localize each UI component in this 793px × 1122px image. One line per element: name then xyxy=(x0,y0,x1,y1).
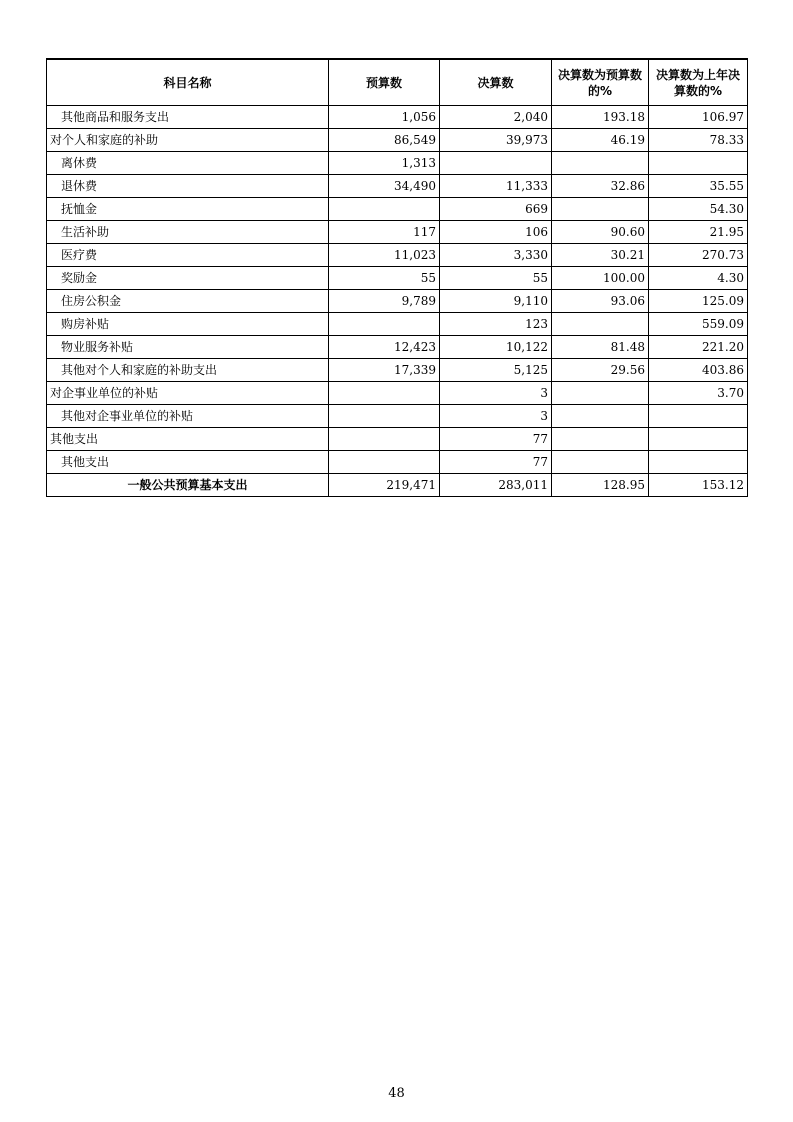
row-final: 2,040 xyxy=(440,106,552,129)
page-number: 48 xyxy=(388,1086,405,1101)
row-name: 离休费 xyxy=(47,152,329,175)
header-subject-name: 科目名称 xyxy=(47,59,329,106)
header-ratio-prev: 决算数为上年决算数的% xyxy=(649,59,748,106)
row-budget xyxy=(329,382,440,405)
row-final: 55 xyxy=(440,267,552,290)
row-name: 其他支出 xyxy=(47,451,329,474)
row-ratio-budget xyxy=(552,152,649,175)
row-ratio-budget xyxy=(552,198,649,221)
row-ratio-budget xyxy=(552,313,649,336)
row-final: 5,125 xyxy=(440,359,552,382)
row-ratio-prev xyxy=(649,405,748,428)
row-budget xyxy=(329,451,440,474)
row-name: 生活补助 xyxy=(47,221,329,244)
row-name: 其他支出 xyxy=(47,428,329,451)
table-row xyxy=(47,313,748,336)
header-budget: 预算数 xyxy=(329,59,440,106)
row-ratio-prev: 35.55 xyxy=(649,175,748,198)
row-name: 对企事业单位的补贴 xyxy=(47,382,329,405)
expenditure-table-container xyxy=(46,58,747,497)
row-ratio-budget xyxy=(552,382,649,405)
row-final: 669 xyxy=(440,198,552,221)
row-name: 物业服务补贴 xyxy=(47,336,329,359)
row-budget: 1,056 xyxy=(329,106,440,129)
total-ratio-budget: 128.95 xyxy=(552,474,649,497)
row-name: 退休费 xyxy=(47,175,329,198)
expenditure-table xyxy=(46,58,748,497)
row-name: 购房补贴 xyxy=(47,313,329,336)
table-row xyxy=(47,359,748,382)
row-name: 奖励金 xyxy=(47,267,329,290)
table-row xyxy=(47,451,748,474)
row-budget: 11,023 xyxy=(329,244,440,267)
row-name: 医疗费 xyxy=(47,244,329,267)
row-ratio-prev: 270.73 xyxy=(649,244,748,267)
table-row-total xyxy=(47,474,748,497)
row-ratio-prev: 403.86 xyxy=(649,359,748,382)
row-budget xyxy=(329,313,440,336)
row-ratio-prev: 21.95 xyxy=(649,221,748,244)
row-final: 106 xyxy=(440,221,552,244)
row-ratio-budget xyxy=(552,428,649,451)
row-name: 其他对个人和家庭的补助支出 xyxy=(47,359,329,382)
table-row xyxy=(47,198,748,221)
total-name: 一般公共预算基本支出 xyxy=(47,474,329,497)
row-ratio-prev xyxy=(649,428,748,451)
row-ratio-budget: 81.48 xyxy=(552,336,649,359)
row-name: 其他商品和服务支出 xyxy=(47,106,329,129)
header-final: 决算数 xyxy=(440,59,552,106)
total-ratio-prev: 153.12 xyxy=(649,474,748,497)
row-final: 10,122 xyxy=(440,336,552,359)
table-row xyxy=(47,405,748,428)
row-budget: 55 xyxy=(329,267,440,290)
row-ratio-budget: 30.21 xyxy=(552,244,649,267)
row-name: 对个人和家庭的补助 xyxy=(47,129,329,152)
row-final: 123 xyxy=(440,313,552,336)
table-row xyxy=(47,244,748,267)
table-row xyxy=(47,152,748,175)
row-ratio-prev xyxy=(649,152,748,175)
row-ratio-budget: 29.56 xyxy=(552,359,649,382)
table-row xyxy=(47,428,748,451)
row-final: 3,330 xyxy=(440,244,552,267)
row-budget: 34,490 xyxy=(329,175,440,198)
total-final: 283,011 xyxy=(440,474,552,497)
row-ratio-prev: 4.30 xyxy=(649,267,748,290)
row-ratio-prev: 3.70 xyxy=(649,382,748,405)
row-budget: 1,313 xyxy=(329,152,440,175)
row-final: 9,110 xyxy=(440,290,552,313)
row-final: 77 xyxy=(440,428,552,451)
table-header-row xyxy=(47,59,748,106)
row-budget xyxy=(329,198,440,221)
row-name: 住房公积金 xyxy=(47,290,329,313)
row-ratio-budget: 100.00 xyxy=(552,267,649,290)
row-name: 其他对企事业单位的补贴 xyxy=(47,405,329,428)
row-ratio-budget: 90.60 xyxy=(552,221,649,244)
row-ratio-prev: 221.20 xyxy=(649,336,748,359)
row-final: 39,973 xyxy=(440,129,552,152)
row-ratio-prev: 54.30 xyxy=(649,198,748,221)
row-ratio-budget: 193.18 xyxy=(552,106,649,129)
row-ratio-prev: 559.09 xyxy=(649,313,748,336)
row-budget xyxy=(329,405,440,428)
row-ratio-prev: 106.97 xyxy=(649,106,748,129)
row-budget: 9,789 xyxy=(329,290,440,313)
row-ratio-budget xyxy=(552,405,649,428)
row-final xyxy=(440,152,552,175)
row-budget xyxy=(329,428,440,451)
row-final: 3 xyxy=(440,382,552,405)
row-ratio-budget: 93.06 xyxy=(552,290,649,313)
row-budget: 86,549 xyxy=(329,129,440,152)
table-row xyxy=(47,221,748,244)
table-row xyxy=(47,106,748,129)
row-budget: 12,423 xyxy=(329,336,440,359)
header-ratio-budget: 决算数为预算数的% xyxy=(552,59,649,106)
row-budget: 117 xyxy=(329,221,440,244)
table-row xyxy=(47,175,748,198)
row-ratio-budget: 46.19 xyxy=(552,129,649,152)
row-budget: 17,339 xyxy=(329,359,440,382)
row-ratio-budget: 32.86 xyxy=(552,175,649,198)
table-row xyxy=(47,290,748,313)
row-final: 11,333 xyxy=(440,175,552,198)
row-name: 抚恤金 xyxy=(47,198,329,221)
table-row xyxy=(47,129,748,152)
row-ratio-prev xyxy=(649,451,748,474)
row-final: 77 xyxy=(440,451,552,474)
row-ratio-budget xyxy=(552,451,649,474)
row-final: 3 xyxy=(440,405,552,428)
table-row xyxy=(47,336,748,359)
table-row xyxy=(47,267,748,290)
table-row xyxy=(47,382,748,405)
total-budget: 219,471 xyxy=(329,474,440,497)
table-body xyxy=(47,106,748,497)
row-ratio-prev: 125.09 xyxy=(649,290,748,313)
row-ratio-prev: 78.33 xyxy=(649,129,748,152)
